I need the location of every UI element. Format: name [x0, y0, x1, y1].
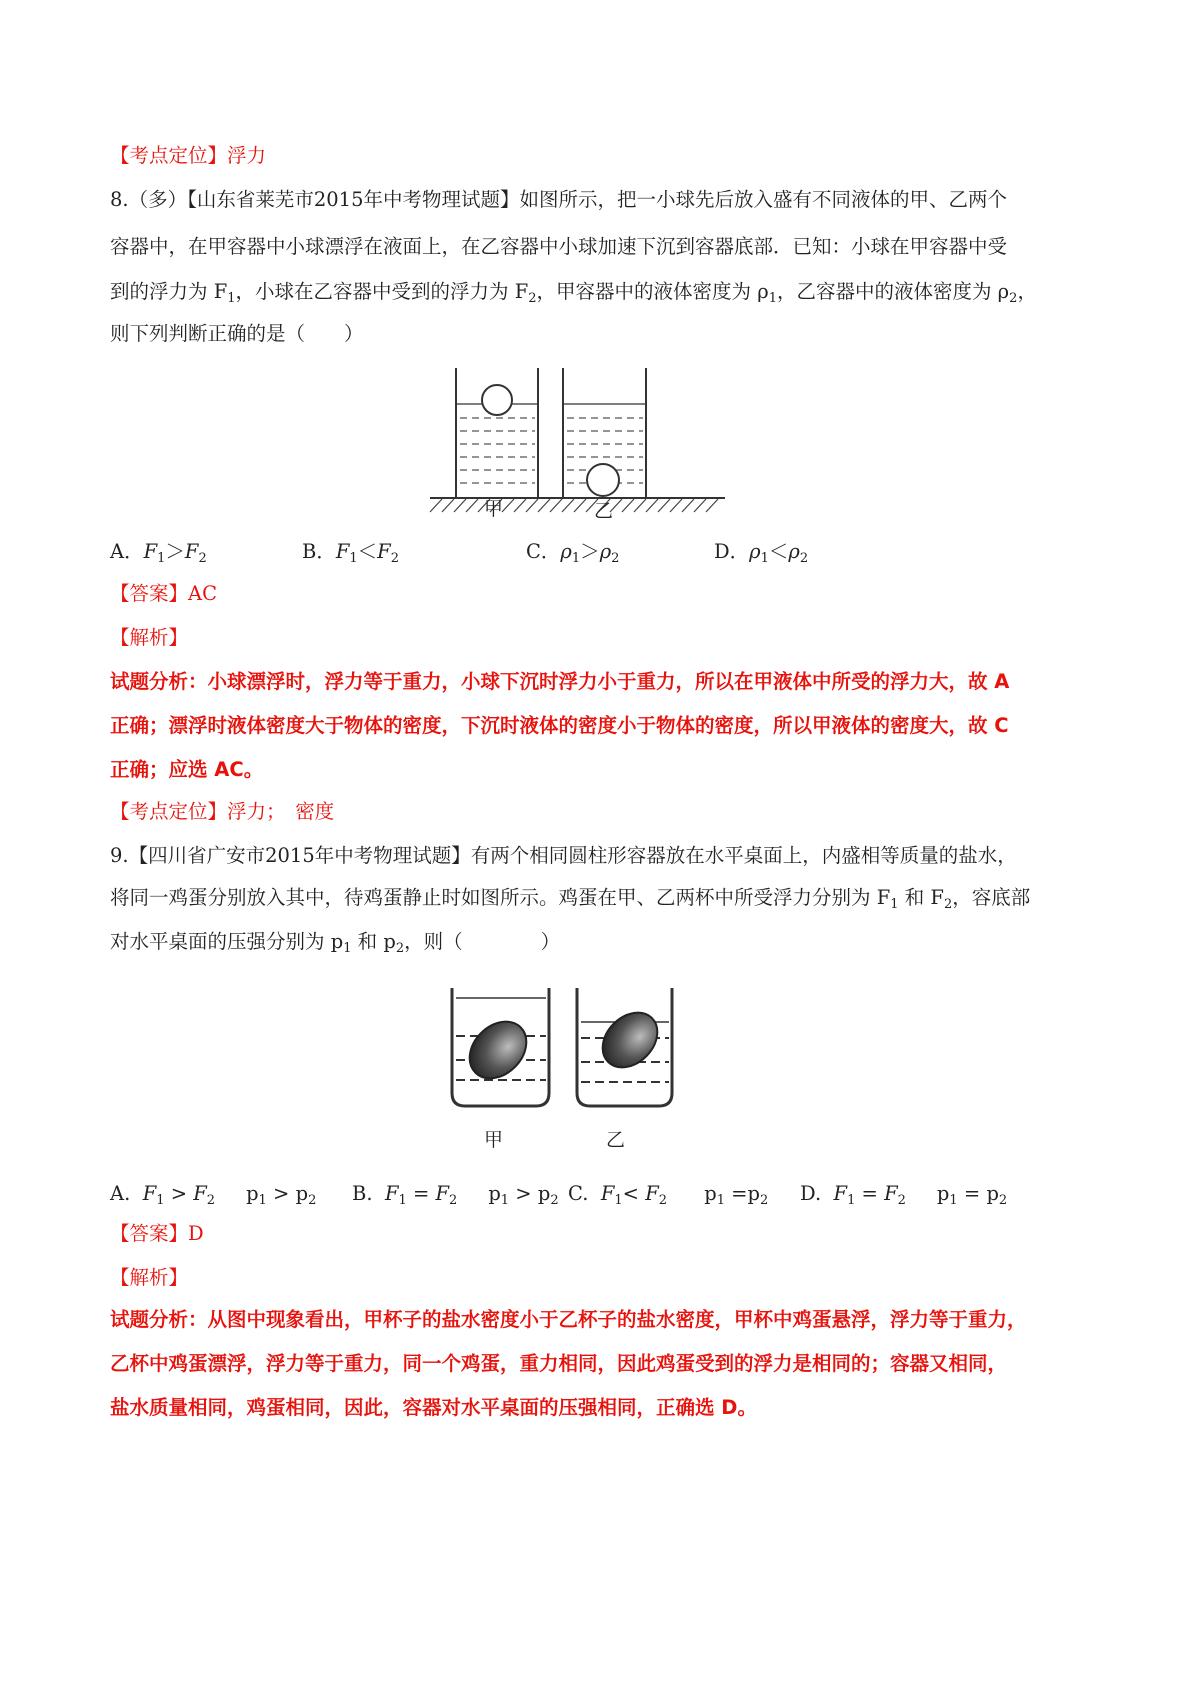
q8-analysis-line2: 正确；漂浮时液体密度大于物体的密度，下沉时液体的密度小于物体的密度，所以甲液体的密度大，故 C	[110, 714, 1009, 737]
q8-analysis-label: 【解析】	[110, 626, 189, 649]
q8-line4: 则下列判断正确的是（ ）	[110, 322, 364, 345]
kaodian-tag-2: 【考点定位】浮力； 密度	[110, 800, 335, 823]
ball-sunk	[587, 464, 619, 496]
q8-analysis-line1: 试题分析：小球漂浮时，浮力等于重力，小球下沉时浮力小于重力，所以在甲液体中所受的浮力大，故 A	[110, 670, 1010, 693]
kaodian-tag-1: 【考点定位】浮力	[110, 144, 267, 167]
egg-jia	[458, 1010, 537, 1089]
q9-option-d: D. $F_1 = F_2$ $p_1 = p_2$	[800, 1182, 1008, 1208]
q9-fig-label-yi: 乙	[606, 1129, 626, 1151]
q8-analysis-line3: 正确；应选 AC。	[110, 758, 264, 781]
q9-answer: 【答案】D	[110, 1222, 204, 1245]
q9-figure	[440, 978, 710, 1118]
q9-line2: 将同一鸡蛋分别放入其中，待鸡蛋静止时如图所示。鸡蛋在甲、乙两杯中所受浮力分别为 $F_1$ 和 $F_2$，容底部	[110, 886, 1031, 912]
q8-answer: 【答案】AC	[110, 582, 218, 605]
q9-analysis-line2: 乙杯中鸡蛋漂浮，浮力等于重力，同一个鸡蛋，重力相同，因此鸡蛋受到的浮力是相同的；容器又相同，	[110, 1352, 1008, 1375]
q8-line1: 8.（多）【山东省莱芜市2015年中考物理试题】如图所示，把一小球先后放入盛有不同液体的甲、乙两个	[110, 188, 1007, 211]
q9-fig-label-jia: 甲	[484, 1129, 504, 1151]
ball-floating	[482, 385, 512, 415]
q8-option-b: B．$F_1<F_2$	[302, 540, 399, 566]
q9-analysis-line3: 盐水质量相同，鸡蛋相同，因此，容器对水平桌面的压强相同，正确选 D。	[110, 1396, 757, 1419]
q9-option-c: C. $F_1< F_2$ $p_1 =p_2$	[568, 1182, 769, 1208]
q8-fig-label-jia: 甲	[484, 498, 504, 520]
q9-line1: 9.【四川省广安市2015年中考物理试题】有两个相同圆柱形容器放在水平桌面上，内盛相等质量的盐水，	[110, 844, 1017, 867]
q9-option-b: B. $F_1 = F_2$ $p_1 > p_2$	[352, 1182, 559, 1208]
q9-analysis-label: 【解析】	[110, 1266, 189, 1289]
q8-line2: 容器中，在甲容器中小球漂浮在液面上，在乙容器中小球加速下沉到容器底部．已知：小球在甲容器中受	[110, 235, 1008, 258]
q9-option-a: A. $F_1 > F_2$ $p_1 > p_2$	[110, 1182, 317, 1208]
q8-option-c: C．$\rho_1>\rho_2$	[526, 540, 620, 566]
q8-option-d: D．$\rho_1<\rho_2$	[714, 540, 809, 566]
q8-option-a: A．$F_1>F_2$	[110, 540, 207, 566]
q8-fig-label-yi: 乙	[594, 500, 614, 522]
q8-line3: 到的浮力为 $F_1$，小球在乙容器中受到的浮力为 $F_2$，甲容器中的液体密度为 $\rho_1$，乙容器中的液体密度为 $\rho_2$，	[110, 280, 1037, 306]
q9-analysis-line1: 试题分析：从图中现象看出，甲杯子的盐水密度小于乙杯子的盐水密度，甲杯中鸡蛋悬浮，浮力等于重力，	[110, 1308, 1027, 1331]
q8-figure	[420, 360, 750, 525]
q9-line3: 对水平桌面的压强分别为 $p_1$ 和 $p_2$，则（ ）	[110, 930, 561, 956]
egg-yi	[592, 1002, 668, 1078]
